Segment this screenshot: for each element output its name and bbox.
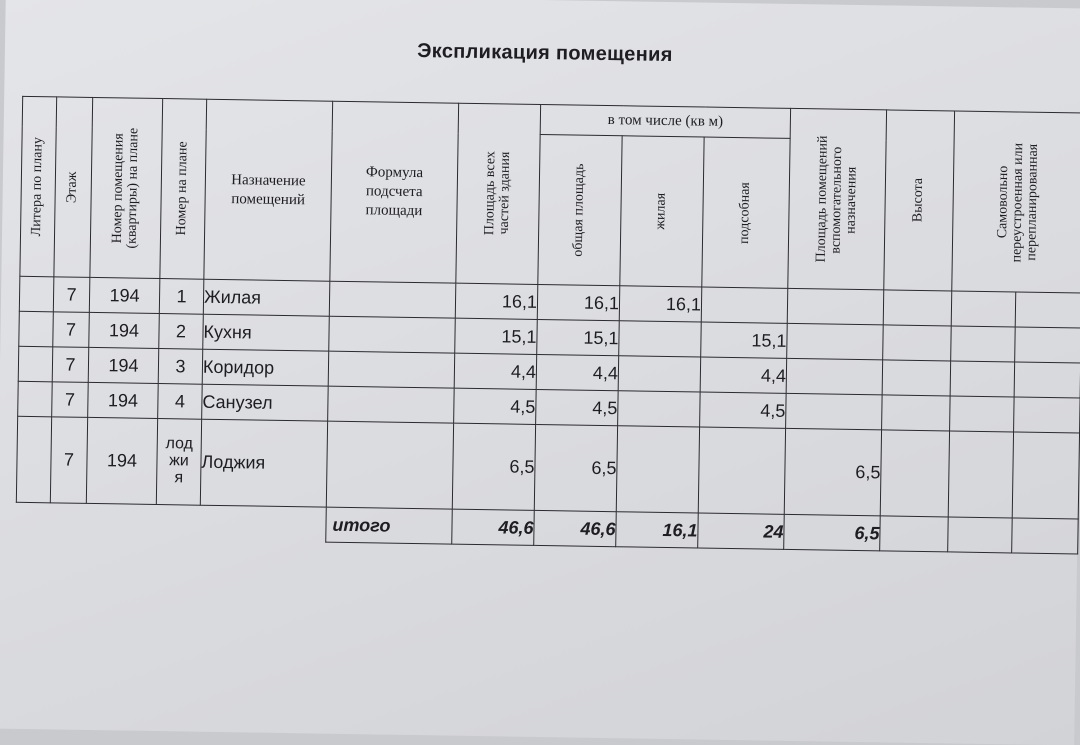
total-extra (1012, 518, 1079, 554)
cell-litera (19, 311, 54, 347)
cell-podsobnaya: 4,5 (700, 392, 787, 428)
cell-podsobnaya (701, 287, 788, 323)
cell-naznachenie: Санузел (202, 384, 329, 421)
header-samovolno: Самовольно переустроенная или перепланированная (952, 111, 1080, 293)
cell-samovolno (948, 431, 1013, 518)
cell-kvartira: 194 (88, 347, 159, 383)
cell-vysota (880, 430, 949, 517)
cell-vspomog (787, 288, 884, 325)
cell-podsobnaya (698, 427, 785, 514)
cell-obshchaya: 4,4 (536, 354, 619, 390)
cell-litera (19, 276, 54, 312)
header-naznachenie: Назначение помещений (204, 99, 333, 281)
cell-nomer: 2 (159, 314, 204, 350)
cell-kvartira: 194 (88, 382, 159, 418)
cell-litera (18, 381, 53, 417)
header-obshchaya: общая площадь (538, 134, 622, 285)
cell-formula (328, 386, 455, 423)
cell-podsobnaya: 15,1 (701, 322, 788, 358)
cell-zhilaya: 16,1 (619, 286, 702, 322)
cell-etazh: 7 (53, 312, 90, 348)
cell-zhilaya (618, 356, 701, 392)
totals-label: итого (326, 507, 453, 544)
cell-vspomog (786, 358, 883, 395)
cell-formula (329, 316, 456, 353)
cell-formula (329, 281, 456, 318)
total-vysota (880, 516, 949, 552)
cell-nomer: 1 (159, 279, 204, 315)
total-samovolno (948, 517, 1013, 553)
cell-samovolno (950, 361, 1015, 397)
cell-litera (18, 346, 53, 382)
header-v-tom-chisle: в том числе (кв м) (540, 104, 790, 138)
cell-formula (328, 351, 455, 388)
header-etazh: Этаж (54, 97, 93, 278)
header-vysota: Высота (884, 110, 955, 291)
cell-vspomog: 6,5 (784, 428, 881, 515)
header-nomer-na-plane: Номер на плане (160, 99, 207, 280)
cell-obshchaya: 16,1 (537, 284, 620, 320)
cell-samovolno (950, 396, 1015, 432)
cell-etazh: 7 (50, 417, 87, 504)
cell-kvartira: 194 (89, 277, 160, 313)
cell-obshchaya: 4,5 (536, 389, 619, 425)
cell-litera (16, 416, 51, 503)
cell-extra (1014, 397, 1080, 433)
cell-obshchaya: 6,5 (534, 424, 617, 511)
cell-naznachenie: Коридор (202, 349, 329, 386)
header-ploshchad-vsekh: Площадь всех частей здания (456, 103, 541, 284)
cell-vsego: 4,4 (454, 353, 537, 389)
total-vsego: 46,6 (452, 509, 535, 545)
table-row (16, 416, 1079, 519)
cell-naznachenie: Кухня (203, 314, 330, 351)
cell-etazh: 7 (52, 347, 89, 383)
cell-vspomog (786, 393, 883, 430)
explication-table (15, 96, 1080, 555)
cell-kvartira: 194 (89, 312, 160, 348)
total-obshchaya: 46,6 (534, 510, 617, 546)
cell-extra (1015, 327, 1080, 363)
cell-nomer: 4 (158, 384, 203, 420)
cell-vspomog (787, 323, 884, 360)
cell-nomer: 3 (158, 349, 203, 385)
cell-etazh: 7 (52, 382, 89, 418)
cell-nomer: лод жи я (156, 419, 201, 506)
cell-kvartira: 194 (86, 417, 157, 504)
cell-vysota (883, 290, 952, 326)
document-title: Экспликация помещения (417, 40, 673, 67)
header-zhilaya: жилая (620, 136, 704, 287)
header-vspomogatelnaya: Площадь помещений вспомогательного назначения (788, 108, 887, 289)
cell-extra (1015, 292, 1080, 328)
cell-samovolno (951, 291, 1016, 327)
cell-formula (326, 421, 453, 509)
cell-naznachenie: Лоджия (200, 419, 327, 507)
cell-vsego: 16,1 (455, 283, 538, 319)
cell-zhilaya (619, 321, 702, 357)
cell-extra (1012, 432, 1079, 519)
cell-vysota (882, 395, 951, 431)
cell-zhilaya (616, 426, 699, 513)
header-podsobnaya: подсобная (702, 137, 790, 288)
total-vspomog: 6,5 (784, 514, 881, 551)
cell-vsego: 15,1 (455, 318, 538, 354)
header-formula: Формула подсчета площади (330, 101, 459, 283)
cell-obshchaya: 15,1 (537, 319, 620, 355)
cell-vsego: 4,5 (454, 388, 537, 424)
cell-vysota (883, 325, 952, 361)
cell-naznachenie: Жилая (203, 279, 330, 316)
total-zhilaya: 16,1 (616, 512, 699, 548)
total-podsobnaya: 24 (698, 513, 785, 549)
header-litera: Литера по плану (20, 96, 57, 277)
cell-vsego: 6,5 (452, 423, 535, 510)
cell-podsobnaya: 4,4 (700, 357, 787, 393)
cell-samovolno (951, 326, 1016, 362)
cell-etazh: 7 (53, 277, 90, 313)
cell-zhilaya (618, 391, 701, 427)
header-nomer-pomeshcheniya: Номер помещения (квартиры) на плане (90, 97, 163, 278)
cell-extra (1014, 362, 1080, 398)
cell-vysota (882, 360, 951, 396)
